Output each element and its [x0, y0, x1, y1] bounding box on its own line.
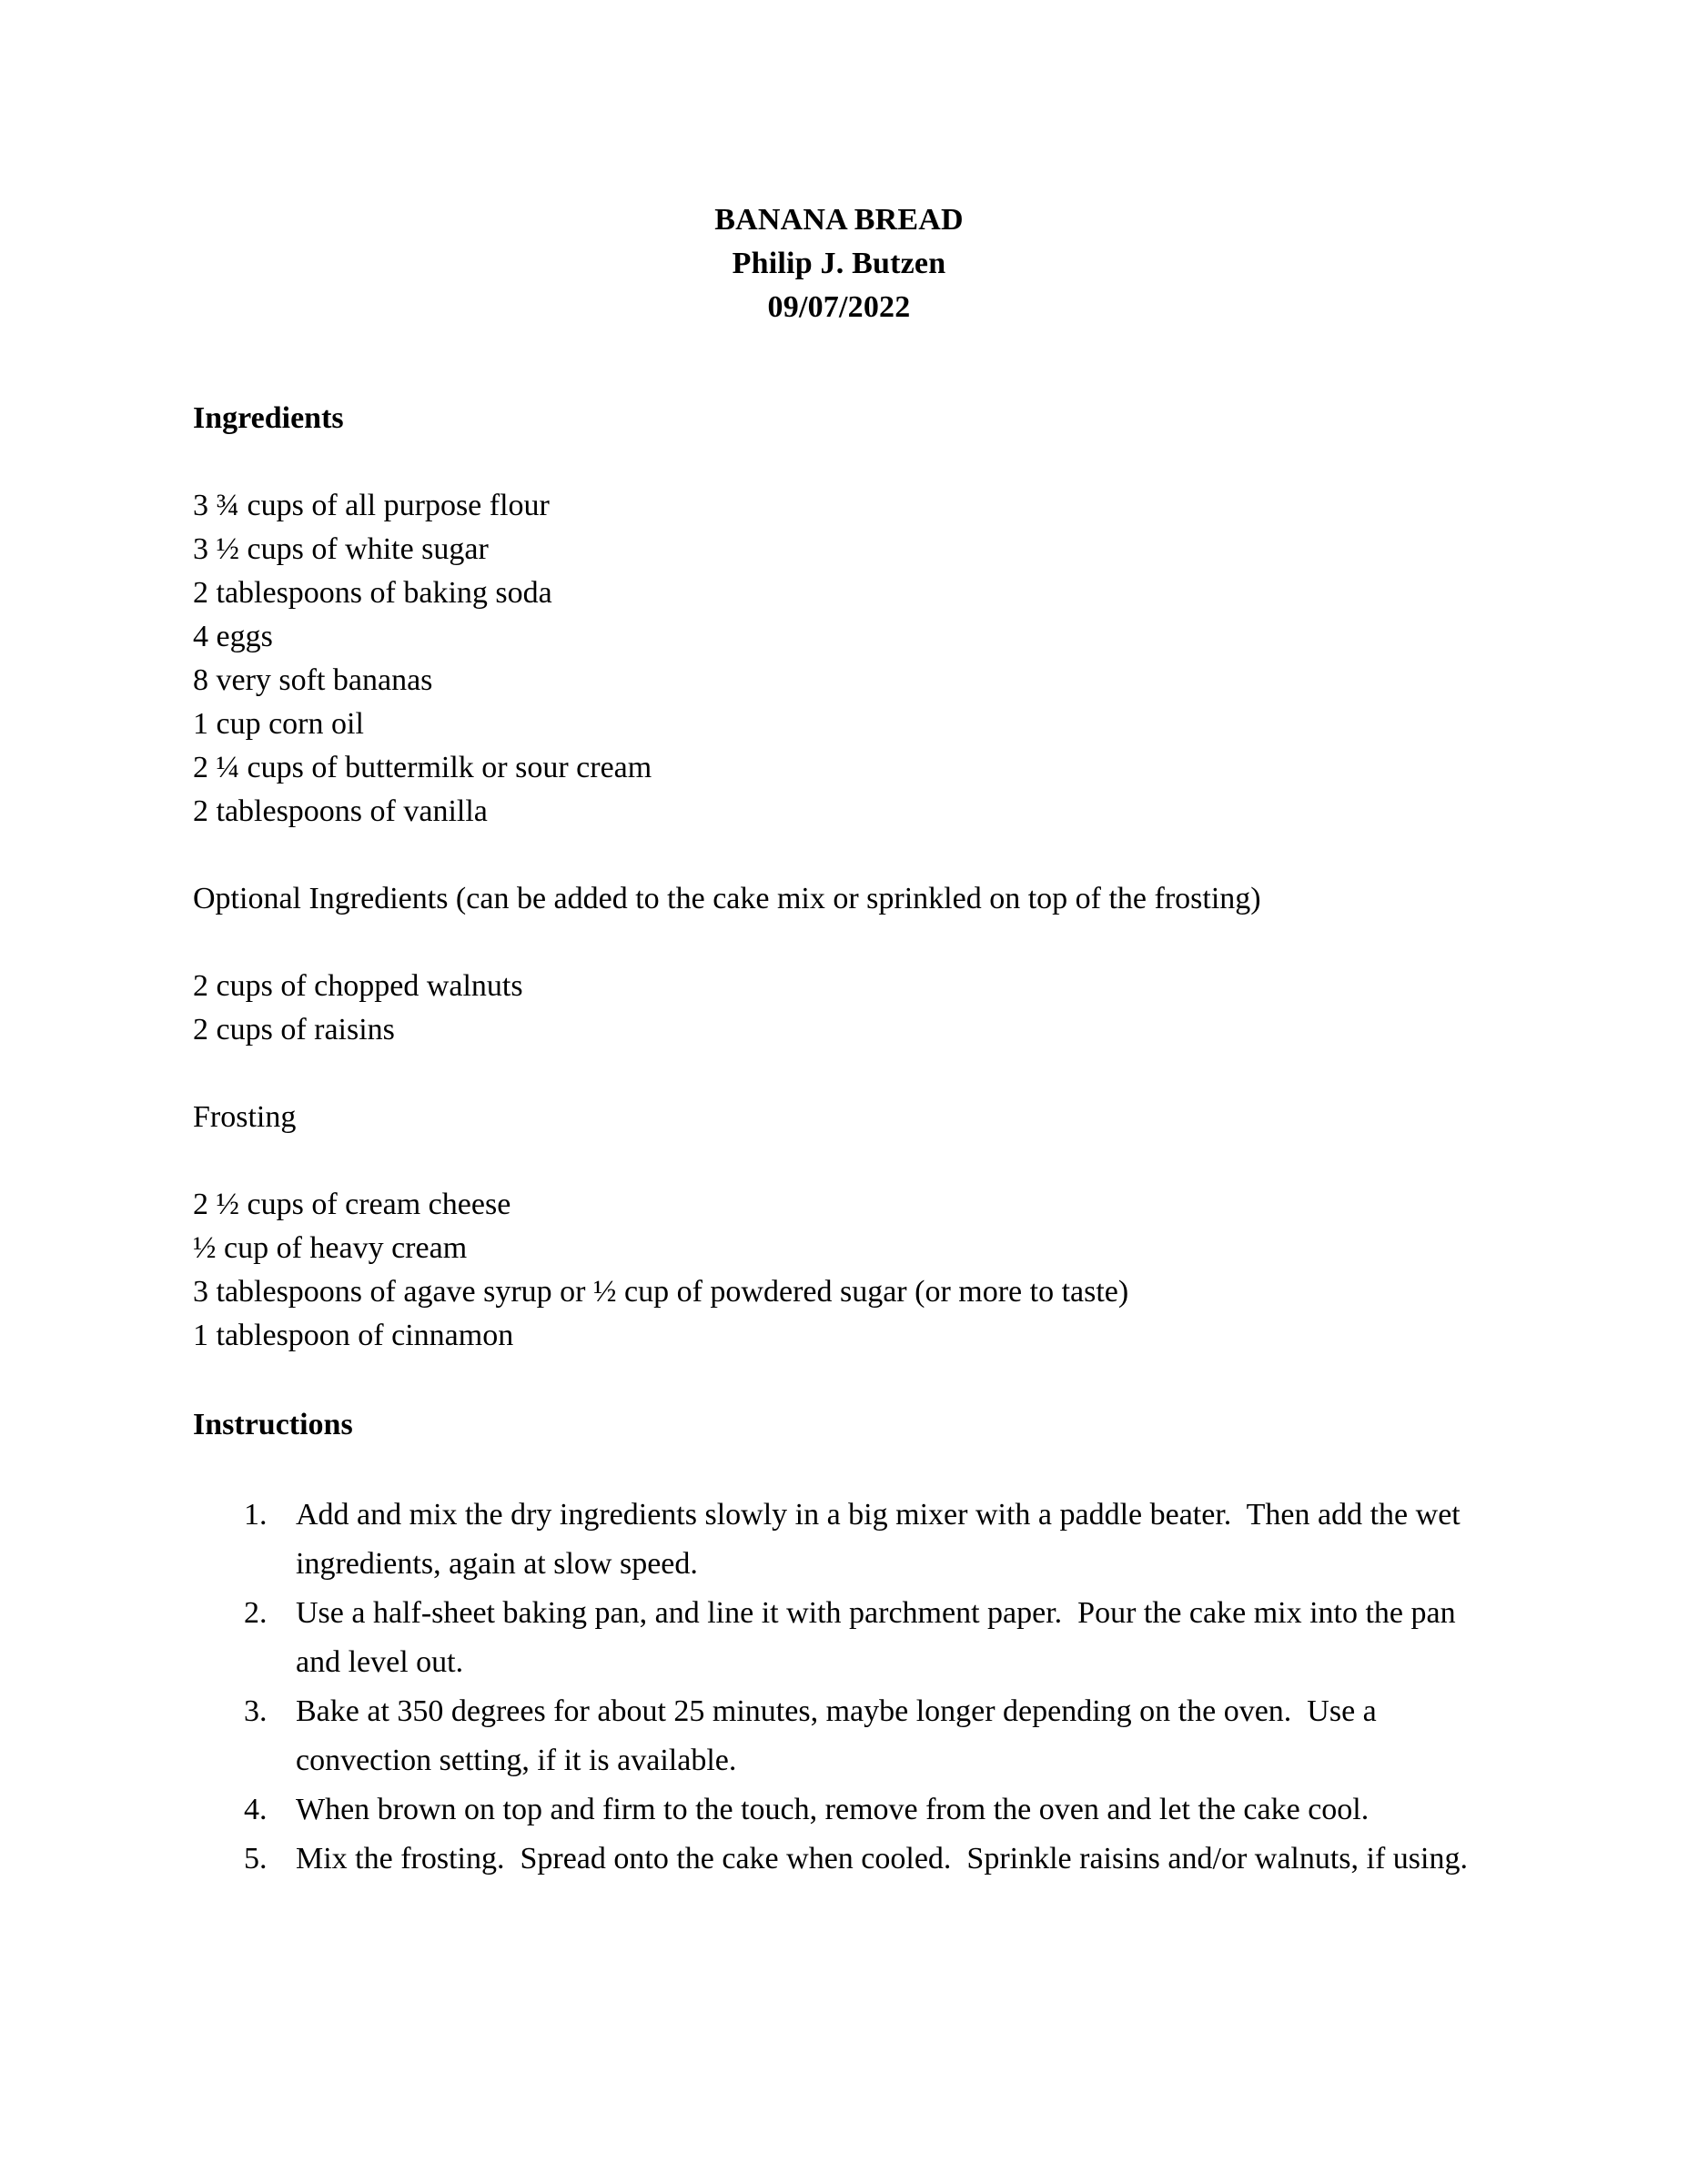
step-number: 1.	[244, 1498, 268, 1532]
step-number: 5.	[244, 1842, 268, 1876]
step-number: 2.	[244, 1596, 268, 1630]
ingredient-item: 2 tablespoons of vanilla	[193, 794, 488, 828]
optional-ingredient-item: 2 cups of chopped walnuts	[193, 969, 523, 1003]
spacer	[193, 440, 1494, 484]
frosting-ingredients-list	[193, 1183, 1494, 1358]
step-text: Mix the frosting. Spread onto the cake when cooled. Sprinkle raisins and/or walnuts, if using.	[296, 1842, 1468, 1876]
step-text: Add and mix the dry ingredients slowly in a big mixer with a paddle beater. Then add the wet ingredients, again at slow speed.	[296, 1498, 1469, 1581]
spacer	[193, 1052, 1494, 1096]
frosting-ingredient-item: 1 tablespoon of cinnamon	[193, 1319, 514, 1352]
instruction-step	[193, 1687, 1494, 1785]
ingredient-item: 1 cup corn oil	[193, 707, 364, 741]
frosting-ingredient-item: 2 ½ cups of cream cheese	[193, 1188, 511, 1221]
document-body	[193, 0, 1494, 1884]
optional-ingredients-list	[193, 965, 1494, 1052]
ingredient-item: 2 tablespoons of baking soda	[193, 576, 552, 610]
ingredients-list	[193, 484, 1494, 834]
spacer	[193, 921, 1494, 965]
spacer	[193, 1447, 1494, 1491]
step-number: 4.	[244, 1793, 268, 1826]
document-author: Philip J. Butzen	[732, 247, 946, 280]
step-text: Use a half-sheet baking pan, and line it with parchment paper. Pour the cake mix into the pan and level out.	[296, 1596, 1464, 1679]
instruction-step	[193, 1589, 1494, 1687]
frosting-label: Frosting	[193, 1100, 297, 1134]
step-text: Bake at 350 degrees for about 25 minutes, maybe longer depending on the oven. Use a convection setting, if it is available.	[296, 1694, 1385, 1777]
frosting-ingredient-item: 3 tablespoons of agave syrup or ½ cup of powdered sugar (or more to taste)	[193, 1275, 1129, 1309]
optional-ingredients-label: Optional Ingredients (can be added to the cake mix or sprinkled on top of the frosting)	[193, 882, 1261, 915]
step-number: 3.	[244, 1694, 268, 1728]
instruction-step	[193, 1491, 1494, 1589]
title-block	[193, 0, 1485, 329]
spacer	[193, 834, 1494, 877]
document-date: 09/07/2022	[767, 290, 911, 324]
frosting-ingredient-item: ½ cup of heavy cream	[193, 1231, 468, 1265]
ingredient-item: 8 very soft bananas	[193, 663, 433, 697]
instruction-step	[193, 1785, 1494, 1835]
instruction-step	[193, 1835, 1494, 1884]
spacer	[193, 1139, 1494, 1183]
ingredient-item: 4 eggs	[193, 620, 273, 653]
document-title: BANANA BREAD	[714, 203, 964, 237]
optional-ingredient-item: 2 cups of raisins	[193, 1013, 395, 1046]
ingredient-item: 2 ¼ cups of buttermilk or sour cream	[193, 751, 652, 784]
ingredient-item: 3 ¾ cups of all purpose flour	[193, 489, 550, 522]
ingredient-item: 3 ½ cups of white sugar	[193, 532, 489, 566]
step-text: When brown on top and firm to the touch, remove from the oven and let the cake cool.	[296, 1793, 1370, 1826]
instructions-heading: Instructions	[193, 1408, 353, 1441]
ingredients-heading: Ingredients	[193, 401, 344, 435]
instructions-list	[193, 1491, 1494, 1884]
